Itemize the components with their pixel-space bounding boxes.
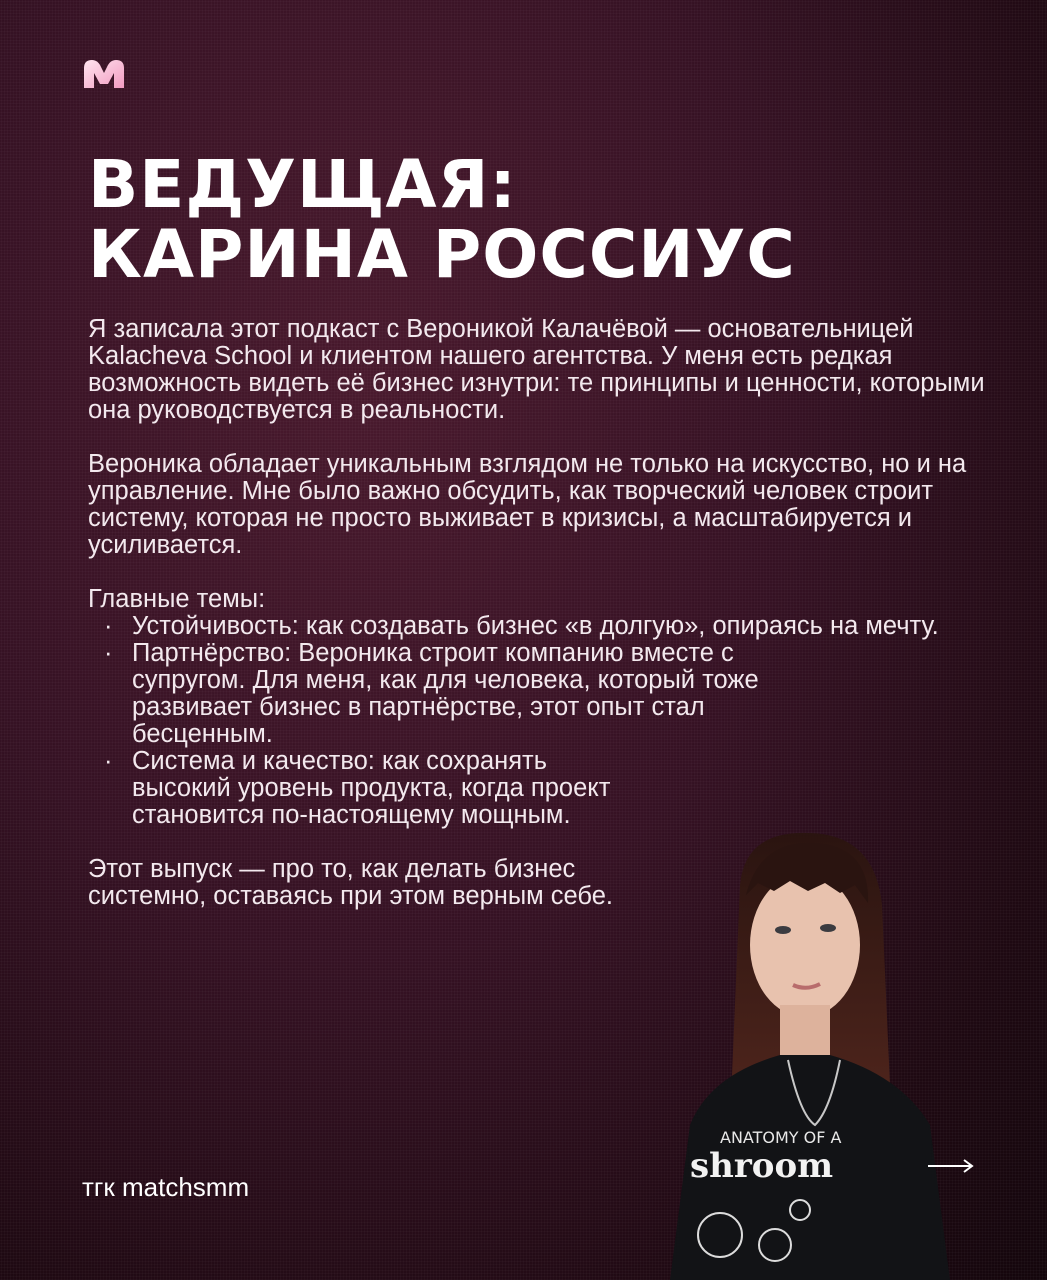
- telegram-channel-label: тгк matchsmm: [82, 1172, 250, 1202]
- svg-text:ANATOMY OF A: ANATOMY OF A: [720, 1128, 842, 1147]
- paragraph-closing: Этот выпуск — про то, как делать бизнес системно, оставаясь при этом верным себе.: [88, 855, 614, 910]
- topics-list: [88, 613, 988, 829]
- list-item: · Партнёрство: Вероника строит компанию вместе с супругом. Для меня, как для человека, который тоже развивает бизнес в партнёрстве, этот опыт стал бесценным.: [88, 640, 832, 748]
- page-title: [88, 146, 796, 293]
- title-line-2: КАРИНА РОССИУС: [88, 216, 796, 293]
- list-item: · Устойчивость: как создавать бизнес «в долгую», опираясь на мечту.: [88, 613, 988, 640]
- svg-text:shroom: shroom: [690, 1146, 834, 1186]
- paragraph-intro: Я записала этот подкаст с Вероникой Калачёвой — основательницей Kalacheva School и клиентом нашего агентства. У меня есть редкая возможность видеть её бизнес изнутри: те принципы и ценности, которыми она руководствуется в реальности.: [88, 315, 985, 424]
- topics-heading: Главные темы:: [88, 585, 266, 613]
- host-photo: [650, 825, 970, 1280]
- paragraph-vision: Вероника обладает уникальным взглядом не только на искусство, но и на управление. Мне было важно обсудить, как творческий человек строит систему, которая не просто выживает в кризисы, а масштабируется и усиливается.: [88, 450, 967, 559]
- list-item: · Система и качество: как сохранять высокий уровень продукта, когда проект становится по-настоящему мощным.: [88, 748, 622, 829]
- arrow-right-icon[interactable]: [928, 1158, 976, 1174]
- title-line-1: ВЕДУЩАЯ:: [88, 146, 517, 223]
- m-logo-icon: [82, 58, 126, 90]
